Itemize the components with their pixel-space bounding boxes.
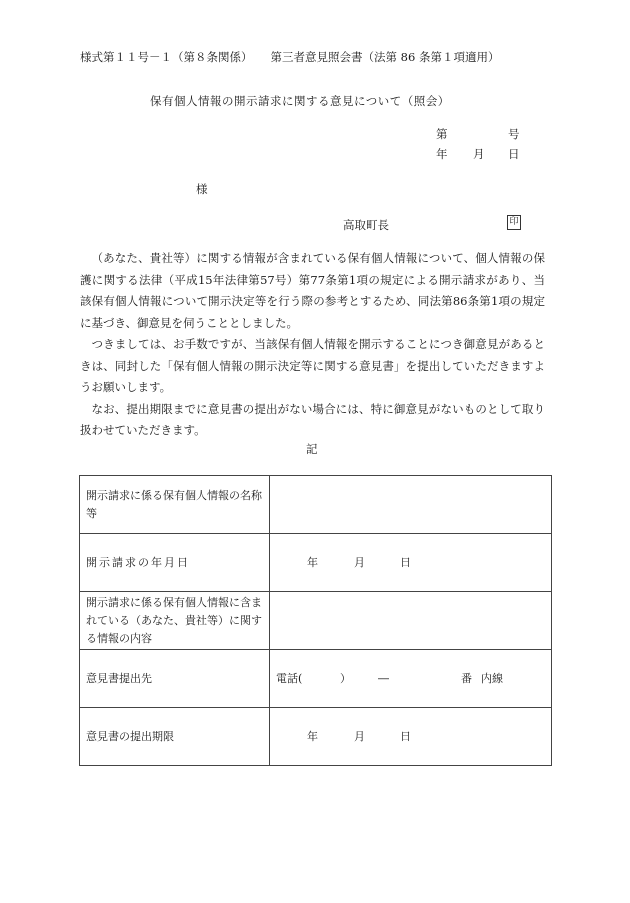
paragraph: （あなた、貴社等）に関する情報が含まれている保有個人情報について、個人情報の保護に関する法律（平成15年法律第57号）第77条第1項の規定による開示請求があり、当該保有個人情報について開示決定等を行う際の参考とするため、同法第86条第1項の規定に基づき、御意見を伺うこととしました。 — [80, 251, 545, 330]
date-year: 年 — [307, 729, 318, 743]
date-day: 日 — [400, 729, 411, 743]
table-label: 意見書の提出期限 — [80, 708, 270, 766]
form-header — [80, 49, 499, 65]
reference-day: 日 — [508, 147, 520, 161]
table-label: 開示請求に係る保有個人情報の名称等 — [80, 476, 270, 534]
phone-dash: ― — [378, 671, 389, 685]
phone-ban: 番 — [461, 671, 472, 685]
form-number: 様式第１１号－１（第８条関係） — [80, 50, 253, 64]
date-month: 月 — [354, 555, 365, 569]
table-row — [80, 592, 552, 650]
reference-month: 月 — [473, 147, 485, 161]
submission-address-field[interactable] — [270, 650, 552, 708]
info-table — [79, 475, 552, 766]
deadline-date-field[interactable] — [270, 708, 552, 766]
seal-stamp: 印 — [507, 215, 521, 230]
table-value-field[interactable] — [270, 592, 552, 650]
phone-paren-close: ） — [340, 671, 351, 685]
table-row — [80, 476, 552, 534]
table-row — [80, 708, 552, 766]
phone-label: 電話( — [276, 671, 303, 685]
reference-number-prefix: 第 — [436, 127, 448, 141]
addressee: 様 — [196, 182, 208, 196]
date-month: 月 — [354, 729, 365, 743]
reference-block — [436, 124, 520, 164]
request-date-field[interactable] — [270, 534, 552, 592]
table-row — [80, 534, 552, 592]
reference-number-suffix: 号 — [508, 127, 520, 141]
sender-name: 高取町長 — [343, 218, 389, 232]
date-year: 年 — [307, 555, 318, 569]
table-label: 意見書提出先 — [80, 650, 270, 708]
ki-heading: 記 — [306, 442, 318, 456]
date-day: 日 — [400, 555, 411, 569]
phone-naisen: 内線 — [481, 671, 503, 685]
table-row — [80, 650, 552, 708]
table-label: 開示請求に係る保有個人情報に含まれている（あなた、貴社等）に関する情報の内容 — [80, 592, 270, 650]
table-value-field[interactable] — [270, 476, 552, 534]
reference-year: 年 — [436, 147, 448, 161]
body-text — [80, 248, 545, 442]
paragraph: つきましては、お手数ですが、当該保有個人情報を開示することにつき御意見があるときは、同封した「保有個人情報の開示決定等に関する意見書」を提出していただきますようお願いします。 — [80, 337, 545, 394]
table-label: 開示請求の年月日 — [80, 534, 270, 592]
paragraph: なお、提出期限までに意見書の提出がない場合には、特に御意見がないものとして取り扱わせていただきます。 — [80, 401, 545, 437]
page-title: 保有個人情報の開示請求に関する意見について（照会） — [150, 94, 450, 108]
form-title: 第三者意見照会書（法第 86 条第１項適用） — [270, 50, 500, 64]
